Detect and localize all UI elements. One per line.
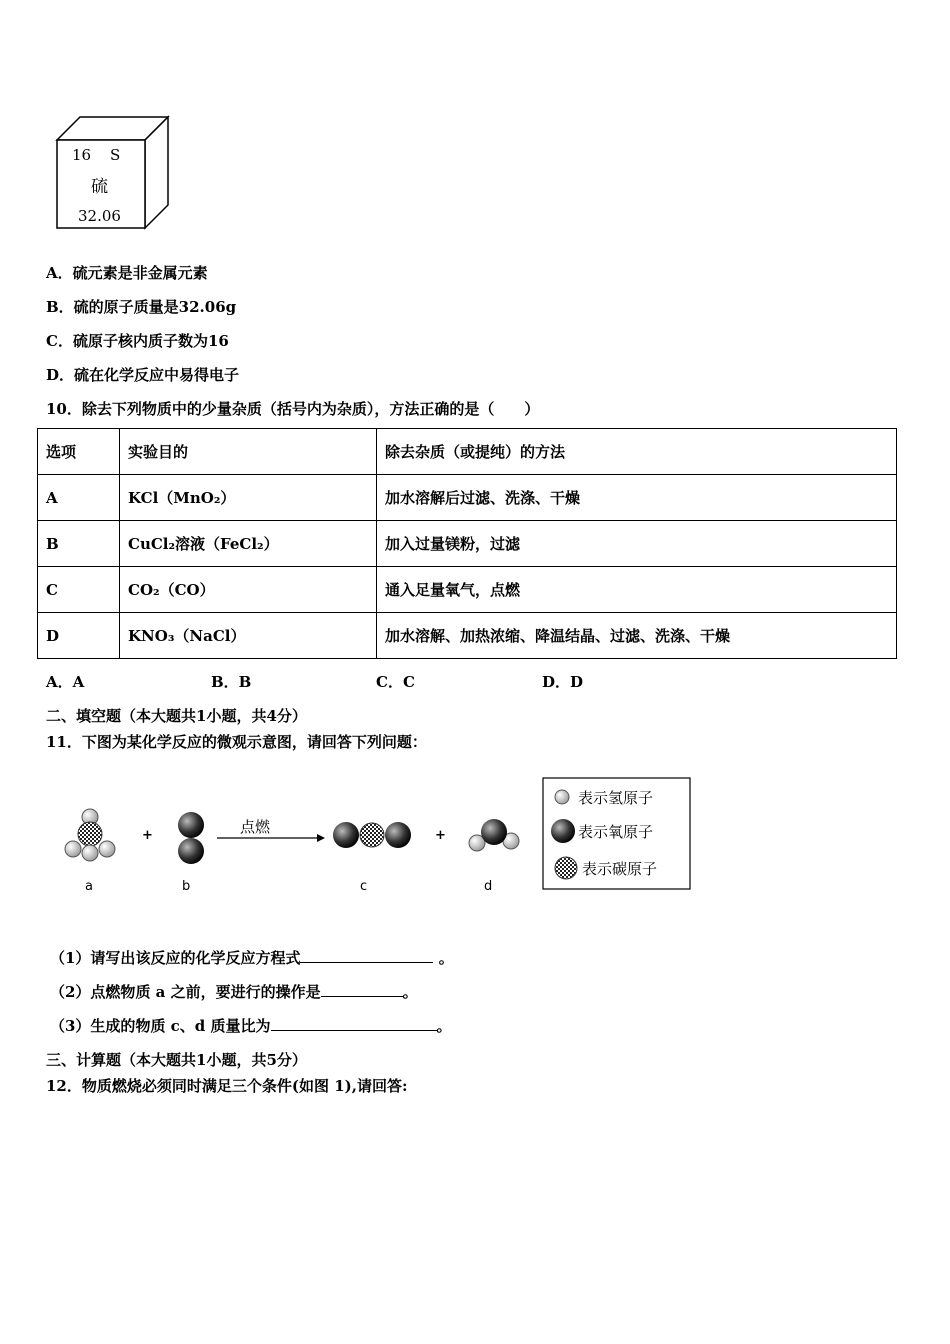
answer-blank[interactable] (321, 982, 403, 997)
answer-blank[interactable] (300, 948, 433, 963)
q11-sub2 (50, 981, 418, 1002)
q10-stem: 10．除去下列物质中的少量杂质（括号内为杂质），方法正确的是（ ） (46, 400, 540, 418)
carbon-atom-icon (555, 857, 577, 879)
legend-hydrogen: 表示氢原子 (578, 789, 654, 807)
row-target: CuCl₂溶液（FeCl₂） (120, 521, 377, 567)
label-b: b (182, 879, 191, 894)
row-target: KNO₃（NaCl） (120, 613, 377, 659)
q11-sub3-text: （3）生成的物质 c、d 质量比为 (50, 1017, 271, 1035)
label-c: c (360, 879, 368, 894)
sulfur-element-card (50, 110, 175, 235)
element-mass: 32.06 (78, 207, 121, 225)
element-number: 16 (72, 146, 92, 164)
answer-blank[interactable] (271, 1016, 437, 1031)
element-symbol: S (110, 146, 121, 164)
q10-choice-d: D．D (542, 673, 584, 691)
molecule-d (469, 819, 519, 851)
reaction-diagram (40, 770, 700, 900)
q11-sub1-text: （1）请写出该反应的化学反应方程式 (50, 949, 301, 967)
section-3-title: 三、计算题（本大题共1小题，共5分） (46, 1051, 307, 1069)
header-method: 除去杂质（或提纯）的方法 (377, 429, 897, 475)
q12-stem: 12．物质燃烧必须同时满足三个条件(如图 1),请回答: (46, 1077, 408, 1095)
section-2-title: 二、填空题（本大题共1小题，共4分） (46, 707, 307, 725)
q10-choice-b: B．B (211, 673, 252, 691)
row-method: 加入过量镁粉，过滤 (377, 521, 897, 567)
row-option: C (38, 567, 120, 613)
table-row (38, 567, 897, 613)
row-method: 加水溶解、加热浓缩、降温结晶、过滤、洗涤、干燥 (377, 613, 897, 659)
q9-option-d: D．硫在化学反应中易得电子 (46, 366, 240, 384)
hydrogen-atom-icon (555, 790, 569, 804)
label-d: d (484, 879, 493, 894)
q10-choice-c: C．C (376, 673, 415, 691)
q11-sub2-text: （2）点燃物质 a 之前，要进行的操作是 (50, 983, 321, 1001)
molecule-b (178, 812, 204, 864)
row-method: 加水溶解后过滤、洗涤、干燥 (377, 475, 897, 521)
q11-sub1-end: 。 (438, 949, 454, 967)
header-target: 实验目的 (120, 429, 377, 475)
q11-sub3-end: 。 (436, 1017, 452, 1035)
table-row (38, 613, 897, 659)
row-target: KCl（MnO₂） (120, 475, 377, 521)
header-option: 选项 (38, 429, 120, 475)
row-method: 通入足量氧气，点燃 (377, 567, 897, 613)
legend-oxygen: 表示氧原子 (578, 823, 654, 841)
table-row (38, 475, 897, 521)
plus-sign: + (435, 828, 446, 843)
q9-option-a: A．硫元素是非金属元素 (46, 264, 208, 282)
q11-sub3 (50, 1015, 452, 1036)
molecule-a (65, 809, 115, 861)
table-row (38, 521, 897, 567)
q11-stem: 11．下图为某化学反应的微观示意图，请回答下列问题： (46, 733, 427, 751)
row-option: D (38, 613, 120, 659)
row-target: CO₂（CO） (120, 567, 377, 613)
label-a: a (85, 879, 93, 894)
table-header-row (38, 429, 897, 475)
q11-sub2-end: 。 (402, 983, 418, 1001)
oxygen-atom-icon (551, 819, 575, 843)
legend-carbon: 表示碳原子 (582, 860, 658, 878)
q10-table (37, 428, 897, 659)
legend-box (543, 778, 690, 889)
arrow-head-icon (317, 834, 325, 842)
plus-sign: + (142, 828, 153, 843)
arrow-label: 点燃 (240, 818, 271, 836)
molecule-c (333, 822, 411, 848)
row-option: B (38, 521, 120, 567)
q9-option-c: C．硫原子核内质子数为16 (46, 332, 229, 350)
q9-option-b: B．硫的原子质量是32.06g (46, 298, 237, 316)
row-option: A (38, 475, 120, 521)
q10-choice-a: A．A (46, 673, 85, 691)
q11-sub1 (50, 947, 454, 968)
element-name: 硫 (91, 177, 108, 197)
